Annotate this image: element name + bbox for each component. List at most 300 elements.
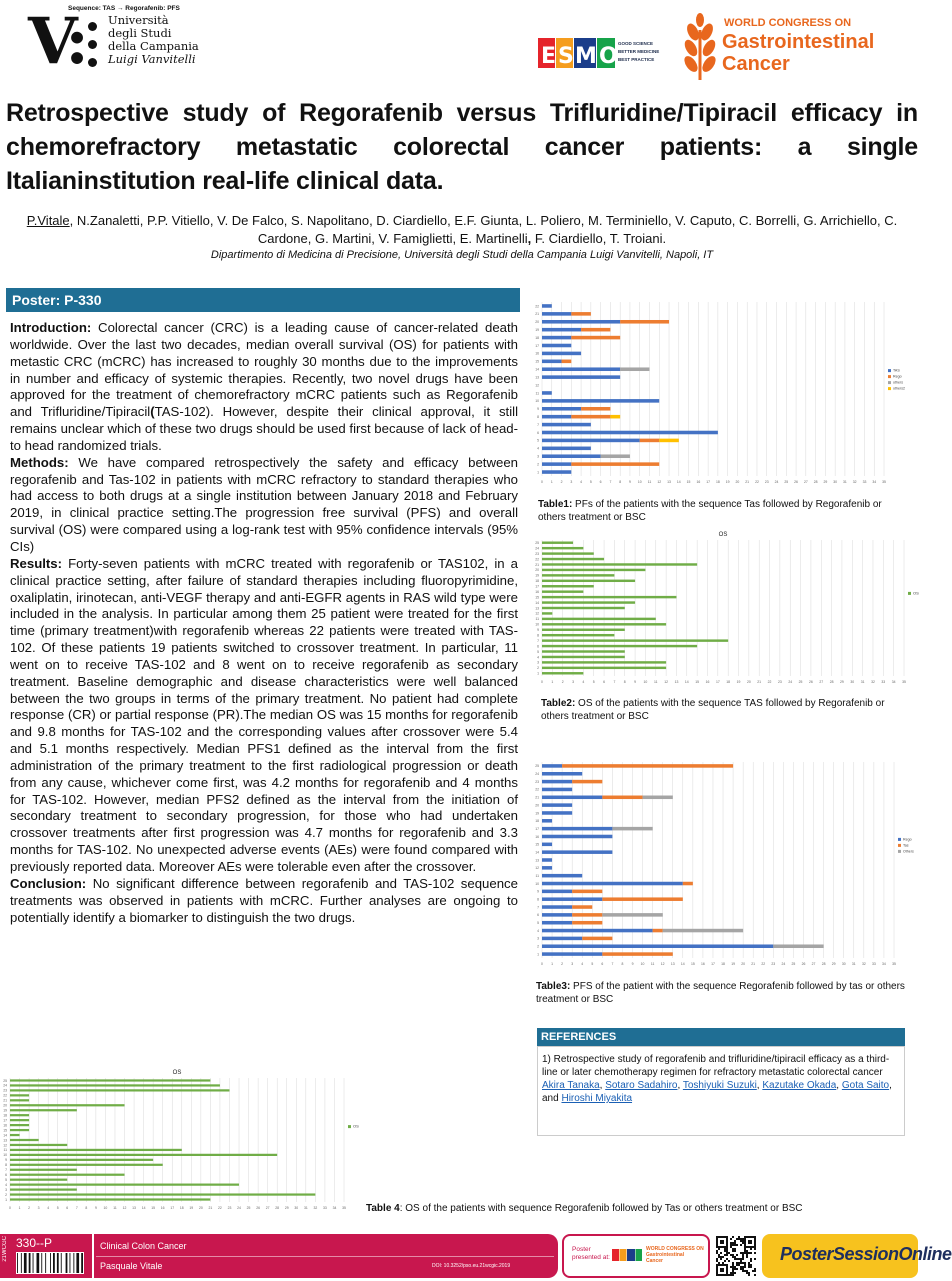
qr-code-icon[interactable] <box>716 1236 756 1276</box>
x-tick-label: 22 <box>755 480 759 484</box>
bar-os <box>542 672 583 674</box>
x-tick-label: 16 <box>696 480 701 484</box>
bar-rego <box>542 897 602 901</box>
x-tick-label: 31 <box>860 680 865 684</box>
x-tick-label: 29 <box>840 680 844 684</box>
x-tick-label: 31 <box>303 1206 308 1210</box>
legend-label: Rego <box>893 374 902 379</box>
legend-label: Rego <box>903 837 912 842</box>
y-tick-label: 8 <box>537 633 539 638</box>
x-tick-label: 24 <box>237 1206 241 1210</box>
x-tick-label: 13 <box>670 962 675 966</box>
y-tick-label: 22 <box>3 1093 7 1098</box>
reference-author-link[interactable]: Akira Tanaka <box>542 1080 600 1091</box>
y-tick-label: 1 <box>537 470 539 475</box>
x-tick-label: 14 <box>684 680 689 684</box>
bar-os <box>10 1198 210 1200</box>
y-tick-label: 20 <box>535 803 539 808</box>
x-tick-label: 33 <box>862 480 867 484</box>
bar-rego <box>542 882 683 886</box>
x-tick-label: 23 <box>764 480 769 484</box>
x-tick-label: 30 <box>850 680 855 684</box>
legend-label: others2 <box>893 386 905 391</box>
esmo-tagline: GOOD SCIENCE BETTER MEDICINE BEST PRACTICE <box>618 41 660 62</box>
bar-os <box>542 667 666 669</box>
x-tick-label: 20 <box>735 480 740 484</box>
y-tick-label: 3 <box>537 454 539 459</box>
bar-os <box>10 1159 153 1161</box>
y-tick-label: 16 <box>535 589 539 594</box>
x-tick-label: 12 <box>660 962 665 966</box>
legend-swatch <box>888 375 891 378</box>
legend-label: Others <box>903 849 914 854</box>
bar-tas <box>602 897 682 901</box>
bar-os <box>542 607 625 609</box>
y-tick-label: 6 <box>5 1173 7 1178</box>
legend-swatch <box>908 592 911 595</box>
esmo-logo <box>538 36 616 70</box>
x-tick-label: 1 <box>18 1206 21 1210</box>
bar-tas <box>572 913 602 917</box>
x-tick-label: 14 <box>680 962 685 966</box>
bar-rego <box>581 328 610 332</box>
x-tick-label: 31 <box>851 962 856 966</box>
svg-text:M: M <box>575 44 597 69</box>
bar-others <box>601 454 630 458</box>
bar-os <box>10 1104 125 1106</box>
x-tick-label: 28 <box>275 1206 280 1210</box>
university-logo-mark: V: <box>28 4 83 79</box>
x-tick-label: 15 <box>151 1206 156 1210</box>
footer-doi: DOI: 10.3252/pso.eu.21wcgic.2019 <box>432 1263 511 1269</box>
bar-tas <box>572 780 602 784</box>
x-tick-label: 5 <box>589 480 592 484</box>
y-tick-label: 6 <box>537 430 539 435</box>
poster-id-bar: Poster: P-330 <box>6 288 520 312</box>
bar-os <box>10 1193 315 1195</box>
y-tick-label: 11 <box>3 1148 7 1153</box>
reference-author-link[interactable]: Kazutake Okada <box>762 1080 837 1091</box>
x-tick-label: 22 <box>761 962 766 966</box>
bar-os <box>542 541 573 543</box>
bar-os <box>10 1124 29 1126</box>
x-tick-label: 9 <box>631 962 634 966</box>
bar-rego <box>542 858 552 862</box>
references-heading: REFERENCES <box>537 1028 905 1046</box>
legend-label: OS <box>353 1123 359 1129</box>
bar-tas <box>542 328 581 332</box>
x-tick-label: 12 <box>664 680 669 684</box>
x-tick-label: 25 <box>791 962 796 966</box>
x-tick-label: 6 <box>603 680 606 684</box>
x-tick-label: 30 <box>833 480 838 484</box>
y-tick-label: 4 <box>537 655 539 660</box>
barcode-icon <box>16 1252 84 1274</box>
bar-os <box>10 1184 239 1186</box>
reference-author-link[interactable]: Gota Saito <box>841 1080 890 1091</box>
university-name: Università degli Studi della Campania Luigi Vanvitelli <box>108 13 199 66</box>
footer-vertical-label: 21WCGC <box>2 1236 8 1262</box>
x-tick-label: 5 <box>592 680 595 684</box>
bar-os <box>542 547 583 549</box>
chart-table1 <box>532 296 918 488</box>
x-tick-label: 21 <box>745 480 750 484</box>
bar-tas <box>542 391 552 395</box>
bar-tas <box>542 431 718 435</box>
x-tick-label: 8 <box>85 1206 88 1210</box>
bar-tas <box>572 921 602 925</box>
y-tick-label: 11 <box>535 617 539 622</box>
y-tick-label: 20 <box>535 320 539 325</box>
footer-esmo-logo-small <box>612 1248 642 1262</box>
y-tick-label: 4 <box>5 1182 7 1187</box>
y-tick-label: 17 <box>535 343 539 348</box>
x-tick-label: 33 <box>871 962 876 966</box>
y-tick-label: 12 <box>535 383 539 388</box>
reference-author-link[interactable]: Sotaro Sadahiro <box>605 1080 678 1091</box>
affiliation: Dipartimento di Medicina di Precisione, Università degli Studi della Campania Luigi Vanvitelli, Napoli, IT <box>210 249 714 261</box>
x-tick-label: 7 <box>613 680 616 684</box>
x-tick-label: 19 <box>189 1206 194 1210</box>
y-tick-label: 22 <box>535 304 539 309</box>
bar-os <box>10 1139 39 1141</box>
bar-os <box>10 1109 77 1111</box>
bar-os <box>10 1084 220 1086</box>
x-tick-label: 28 <box>813 480 818 484</box>
y-tick-label: 17 <box>3 1118 7 1123</box>
y-tick-label: 10 <box>535 881 539 886</box>
bar-rego <box>542 874 582 878</box>
x-tick-label: 28 <box>821 962 826 966</box>
bar-tas <box>542 320 620 324</box>
bar-rego <box>571 336 620 340</box>
bar-tas <box>572 890 602 894</box>
bar-os <box>542 590 583 592</box>
bar-others <box>663 929 743 933</box>
y-tick-label: 6 <box>537 913 539 918</box>
x-tick-label: 18 <box>715 480 720 484</box>
bar-rego <box>542 811 572 815</box>
chart-table2 <box>532 526 918 688</box>
y-tick-label: 2 <box>537 944 539 949</box>
x-tick-label: 10 <box>637 480 642 484</box>
y-tick-label: 9 <box>537 889 539 894</box>
bar-os <box>10 1179 67 1181</box>
bar-tas <box>542 367 620 371</box>
footer-category: Clinical Colon Cancer <box>100 1241 187 1251</box>
y-tick-label: 5 <box>537 649 539 654</box>
y-tick-label: 17 <box>535 826 539 831</box>
y-tick-label: 4 <box>537 928 539 933</box>
x-tick-label: 32 <box>871 680 875 684</box>
bar-os <box>10 1174 125 1176</box>
bar-os <box>10 1154 277 1156</box>
y-tick-label: 11 <box>535 391 539 396</box>
bar-os <box>542 601 635 603</box>
y-tick-label: 8 <box>5 1163 7 1168</box>
x-tick-label: 16 <box>701 962 705 966</box>
chart-title: OS <box>718 532 728 538</box>
x-tick-label: 11 <box>113 1206 117 1210</box>
x-tick-label: 14 <box>141 1206 146 1210</box>
x-tick-label: 6 <box>601 962 604 966</box>
bar-rego <box>581 407 610 411</box>
y-tick-label: 10 <box>535 399 539 404</box>
x-tick-label: 1 <box>551 680 554 684</box>
congress-title-line1: WORLD CONGRESS ON <box>724 17 852 29</box>
bar-rego <box>542 788 572 792</box>
legend-swatch <box>898 850 901 853</box>
caption-table3: Table3: PFS of the patient with the sequence Regorafenib followed by tas or others treatment or BSC <box>536 981 905 1005</box>
y-tick-label: 2 <box>537 666 539 671</box>
bar-tas <box>602 952 672 956</box>
y-tick-label: 18 <box>3 1113 7 1118</box>
bar-tas <box>542 470 571 474</box>
x-tick-label: 22 <box>767 680 772 684</box>
x-tick-label: 25 <box>784 480 789 484</box>
x-tick-label: 19 <box>736 680 741 684</box>
x-tick-label: 32 <box>313 1206 318 1210</box>
bar-rego <box>620 320 669 324</box>
bar-others <box>612 827 652 831</box>
x-tick-label: 7 <box>75 1206 78 1210</box>
bar-os <box>10 1169 77 1171</box>
bar-os <box>542 574 614 576</box>
x-tick-label: 0 <box>9 1206 11 1210</box>
x-tick-label: 24 <box>774 480 779 484</box>
bar-rego <box>542 929 653 933</box>
x-tick-label: 20 <box>741 962 746 966</box>
bar-tas <box>542 304 552 308</box>
x-tick-label: 8 <box>619 480 622 484</box>
x-tick-label: 18 <box>179 1206 184 1210</box>
x-tick-label: 0 <box>541 680 543 684</box>
x-tick-label: 32 <box>861 962 866 966</box>
bar-os <box>542 596 676 598</box>
bar-tas <box>542 462 571 466</box>
y-tick-label: 18 <box>535 579 539 584</box>
bar-tas <box>542 407 581 411</box>
y-tick-label: 16 <box>535 351 539 356</box>
bar-rego <box>571 312 591 316</box>
x-tick-label: 35 <box>882 480 886 484</box>
y-tick-label: 13 <box>535 375 539 380</box>
y-tick-label: 5 <box>5 1177 7 1182</box>
bar-os <box>10 1149 182 1151</box>
bar-tas <box>683 882 693 886</box>
legend-swatch <box>898 838 901 841</box>
y-tick-label: 19 <box>535 573 539 578</box>
bar-tas <box>542 439 640 443</box>
bar-os <box>542 645 697 647</box>
svg-text:E: E <box>541 44 557 69</box>
x-tick-label: 33 <box>881 680 886 684</box>
x-tick-label: 17 <box>706 480 711 484</box>
poster-title: Retrospective study of Regorafenib versus Trifluridine/Tipiracil efficacy in chemorefractory metastatic colorectal cancer patients: a single Italianinstitution real-life clinical data. <box>6 99 918 195</box>
chart-svg <box>532 526 918 688</box>
x-tick-label: 14 <box>676 480 681 484</box>
x-tick-label: 3 <box>570 480 573 484</box>
x-tick-label: 26 <box>809 680 813 684</box>
bar-rego <box>542 827 612 831</box>
y-tick-label: 2 <box>537 462 539 467</box>
x-tick-label: 15 <box>686 480 691 484</box>
x-tick-label: 29 <box>284 1206 289 1210</box>
methods: Methods: We have compared retrospectively the safety and efficacy between regorafenib and Tas-102 in patients with mCRC refractory to standard therapies who had access to both drugs at a single institution between January 2018 and February 2019, in clinical practice setting.The progression free survival (PFS) and overall survival (OS) were compared using a log-rank test with 95% confidence intervals (95% CIs) <box>10 454 518 554</box>
x-tick-label: 7 <box>609 480 612 484</box>
bar-tas <box>572 905 592 909</box>
y-tick-label: 7 <box>537 905 539 910</box>
x-tick-label: 6 <box>66 1206 69 1210</box>
reference-author-link[interactable]: Hiroshi Miyakita <box>561 1093 633 1104</box>
bar-os <box>10 1144 67 1146</box>
x-tick-label: 21 <box>751 962 756 966</box>
y-tick-label: 1 <box>537 952 539 957</box>
chart-title: OS <box>172 1070 182 1076</box>
y-tick-label: 9 <box>537 407 539 412</box>
footer-divider <box>96 1256 554 1257</box>
y-tick-label: 11 <box>535 873 539 878</box>
authors: P.Vitale, N.Zanaletti, P.P. Vitiello, V. De Falco, S. Napolitano, D. Ciardiello, E.F. Giunta, L. Poliero, M. Terminiello, V. Caputo, C. Borrelli, G. Arrichiello, C. Cardone, G. Martini, V. Famiglietti, E. Martinelli, F. Ciardiello, T. Troiani. <box>26 213 898 246</box>
bar-rego <box>542 835 612 839</box>
svg-text:S: S <box>558 44 574 69</box>
bar-rego <box>542 905 572 909</box>
y-tick-label: 3 <box>537 936 539 941</box>
y-tick-label: 25 <box>3 1078 7 1083</box>
x-tick-label: 23 <box>771 962 776 966</box>
y-tick-label: 19 <box>535 327 539 332</box>
y-tick-label: 1 <box>5 1197 7 1202</box>
bar-rego <box>542 843 552 847</box>
x-tick-label: 28 <box>829 680 834 684</box>
legend-label: TAS <box>893 368 900 373</box>
y-tick-label: 21 <box>535 562 539 567</box>
x-tick-label: 20 <box>746 680 751 684</box>
footer-presented-label: Poster presented at: <box>572 1246 610 1261</box>
bar-os <box>542 656 625 658</box>
y-tick-label: 24 <box>535 546 539 551</box>
y-tick-label: 14 <box>535 600 539 605</box>
legend-swatch <box>888 387 891 390</box>
y-tick-label: 12 <box>3 1143 7 1148</box>
sequence-label: Sequence: TAS → Regorafenib: PFS <box>68 5 180 12</box>
y-tick-label: 15 <box>535 359 539 364</box>
x-tick-label: 35 <box>902 680 906 684</box>
bar-os <box>10 1188 77 1190</box>
x-tick-label: 6 <box>599 480 602 484</box>
chart-table3 <box>532 756 918 970</box>
bar-os <box>542 563 697 565</box>
x-tick-label: 22 <box>218 1206 222 1210</box>
x-tick-label: 0 <box>541 962 543 966</box>
bar-os <box>10 1134 20 1136</box>
x-tick-label: 32 <box>852 480 857 484</box>
bar-tas <box>542 447 591 451</box>
y-tick-label: 23 <box>535 551 539 556</box>
y-tick-label: 25 <box>535 764 539 769</box>
bar-rego <box>542 937 582 941</box>
reference-text: 1) Retrospective study of regorafenib and trifluridine/tipiracil efficacy as a third-line or later chemotherapy regimen for refractory metastatic colorectal cancer <box>542 1054 890 1078</box>
caption-table4: Table 4: OS of the patients with sequence Regorafenib followed by Tas or others treatment or BSC <box>366 1203 803 1214</box>
x-tick-label: 17 <box>715 680 720 684</box>
y-tick-label: 21 <box>535 312 539 317</box>
y-tick-label: 9 <box>537 628 539 633</box>
bar-rego <box>542 921 572 925</box>
x-tick-label: 13 <box>132 1206 136 1210</box>
y-tick-label: 3 <box>537 660 539 665</box>
bar-os <box>542 623 666 625</box>
bar-os <box>542 569 645 571</box>
x-tick-label: 11 <box>654 680 658 684</box>
bar-tas <box>582 937 612 941</box>
references-box <box>537 1046 905 1136</box>
x-tick-label: 4 <box>47 1206 50 1210</box>
bar-rego <box>542 913 572 917</box>
y-tick-label: 6 <box>537 644 539 649</box>
x-tick-label: 35 <box>892 962 896 966</box>
x-tick-label: 20 <box>198 1206 203 1210</box>
x-tick-label: 11 <box>647 480 652 484</box>
results: Results: Forty-seven patients with mCRC treated with regorafenib or TAS102, in a clinical practice setting, after failure of standard therapies including fluoropyrimidine, oxaliplatin, irinotecan, anti-VEGF therapy and anti-EGFR agents in RAS wild type were included in the analysis. In particular among them 25 patient were treated for the first time (primary treatment)with regorafenib whereas 22 patients were treated with TAS-102. Of these patients 19 patients switched to crossover treatment. In particular, 11 went on to receive TAS-102 and 8 went on to receive regorafenib as secondary treatment. Baseline demographic and disease characteristics were well balanced between the two groups in terms of the primary treatment. No patient had complete response (CR) or partial response (PR).The median OS was 15 months for regorafenib and 9.8 months for TAS-102 and the corresponding values after crossover were 5.4 and 5.1 months respectively. Median PFS1 defined as the interval from the first administration of the primary treatment to the first radiological progression or death from any cause, whichever come first, was 4.2 months for regorafenib and 4 months for TAS-102. However, median PFS2 defined as the interval from the initiation of secondary treatment to secondary progression, for those who had undertaken crossover treatments after first progression was 4.7 months for regorafenib and 3.3 months for TAS-102. No unexpected adverse events (AEs) were found compared with previously reported data. Moreover AEs were tolerable even after the crossover. <box>10 555 518 874</box>
bar-rego <box>542 850 612 854</box>
x-tick-label: 34 <box>332 1206 337 1210</box>
x-tick-label: 26 <box>256 1206 261 1210</box>
x-tick-label: 27 <box>811 962 816 966</box>
university-dots-icon <box>88 22 98 70</box>
bar-os <box>10 1119 29 1121</box>
x-tick-label: 25 <box>246 1206 251 1210</box>
chart-table4 <box>2 1066 358 1214</box>
bar-tas <box>542 454 601 458</box>
bar-tas <box>562 764 733 768</box>
y-tick-label: 16 <box>535 834 539 839</box>
x-tick-label: 12 <box>122 1206 127 1210</box>
bar-others <box>602 913 662 917</box>
y-tick-label: 15 <box>535 595 539 600</box>
y-tick-label: 18 <box>535 335 539 340</box>
x-tick-label: 11 <box>650 962 655 966</box>
y-tick-label: 4 <box>537 446 539 451</box>
x-tick-label: 10 <box>103 1206 108 1210</box>
y-tick-label: 18 <box>535 819 539 824</box>
bar-os <box>542 650 625 652</box>
bar-rego <box>542 772 582 776</box>
reference-author-link[interactable]: Toshiyuki Suzuki <box>682 1080 757 1091</box>
x-tick-label: 30 <box>294 1206 299 1210</box>
bar-tas <box>542 423 591 427</box>
y-tick-label: 16 <box>3 1123 7 1128</box>
x-tick-label: 25 <box>798 680 803 684</box>
x-tick-label: 17 <box>170 1206 175 1210</box>
x-tick-label: 2 <box>561 680 564 684</box>
bar-os <box>10 1129 29 1131</box>
bar-tas <box>542 312 571 316</box>
x-tick-label: 16 <box>705 680 710 684</box>
x-tick-label: 10 <box>643 680 648 684</box>
x-tick-label: 2 <box>28 1206 31 1210</box>
y-tick-label: 22 <box>535 557 539 562</box>
x-tick-label: 9 <box>628 480 631 484</box>
bar-tas <box>542 344 571 348</box>
y-tick-label: 15 <box>3 1128 7 1133</box>
bar-others <box>620 367 649 371</box>
y-tick-label: 19 <box>535 811 539 816</box>
bar-os <box>542 634 614 636</box>
bar-rego <box>542 803 572 807</box>
bar-tas <box>653 929 663 933</box>
x-tick-label: 24 <box>781 962 786 966</box>
x-tick-label: 1 <box>550 480 553 484</box>
